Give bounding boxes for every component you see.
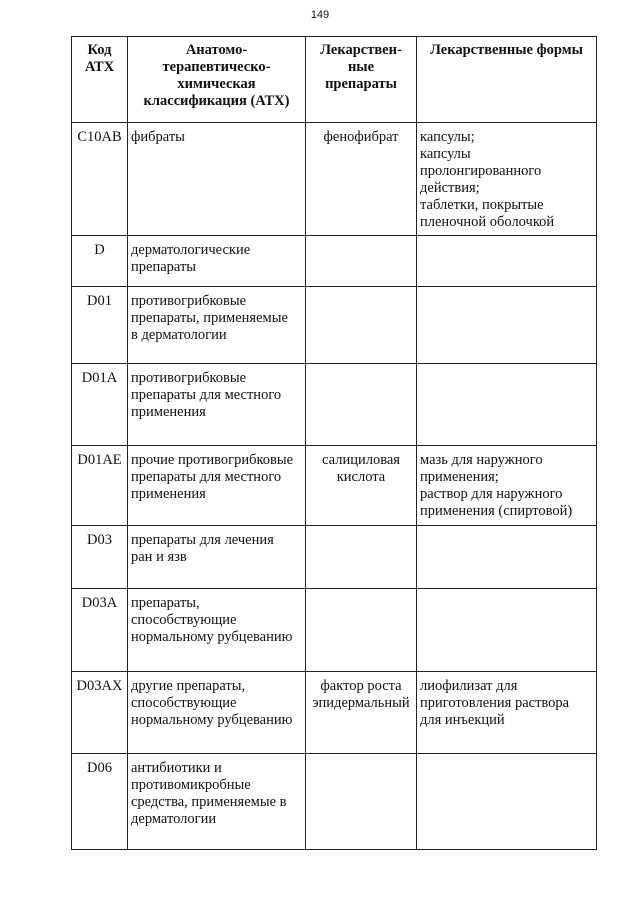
table-row [72,364,597,446]
forms-cell [417,364,597,446]
table-row [72,672,597,754]
classification-cell: фибраты [128,123,306,236]
table-row [72,123,597,236]
table-row [72,526,597,589]
code-cell: D03AX [72,672,128,754]
table-row [72,287,597,364]
header-drugs: Лекарствен- ные препараты [306,37,417,123]
forms-cell: лиофилизат для приготовления раствора для инъекций [417,672,597,754]
header-code: Код АТХ [72,37,128,123]
table-body [72,123,597,850]
drug-cell [306,589,417,672]
code-cell: D06 [72,754,128,850]
forms-cell: капсулы; капсулы пролонгированного действия; таблетки, покрытые пленочной оболочкой [417,123,597,236]
drug-cell: фенофибрат [306,123,417,236]
header-forms: Лекарственные формы [417,37,597,123]
atx-drug-table [71,36,597,850]
code-cell: D01 [72,287,128,364]
classification-cell: другие препараты, способствующие нормальному рубцеванию [128,672,306,754]
code-cell: C10AB [72,123,128,236]
classification-cell: противогрибковые препараты, применяемые в дерматологии [128,287,306,364]
table-header [72,37,597,123]
classification-cell: антибиотики и противомикробные средства, применяемые в дерматологии [128,754,306,850]
drug-cell [306,526,417,589]
code-cell: D01A [72,364,128,446]
header-classification: Анатомо- терапевтическо- химическая классификация (АТХ) [128,37,306,123]
header-row [72,37,597,123]
classification-cell: препараты для лечения ран и язв [128,526,306,589]
forms-cell [417,589,597,672]
classification-cell: дерматологические препараты [128,236,306,287]
classification-cell: противогрибковые препараты для местного применения [128,364,306,446]
forms-cell [417,754,597,850]
classification-cell: препараты, способствующие нормальному рубцеванию [128,589,306,672]
table-row [72,589,597,672]
code-cell: D [72,236,128,287]
forms-cell: мазь для наружного применения; раствор для наружного применения (спиртовой) [417,446,597,526]
drug-cell [306,364,417,446]
drug-cell [306,754,417,850]
code-cell: D03A [72,589,128,672]
code-cell: D01AE [72,446,128,526]
table-row [72,236,597,287]
forms-cell [417,287,597,364]
page-number: 149 [310,9,330,21]
drug-cell: салициловая кислота [306,446,417,526]
classification-cell: прочие противогрибковые препараты для местного применения [128,446,306,526]
code-cell: D03 [72,526,128,589]
table-row [72,446,597,526]
drug-cell: фактор роста эпидермальный [306,672,417,754]
forms-cell [417,526,597,589]
drug-cell [306,236,417,287]
forms-cell [417,236,597,287]
drug-cell [306,287,417,364]
table-row [72,754,597,850]
